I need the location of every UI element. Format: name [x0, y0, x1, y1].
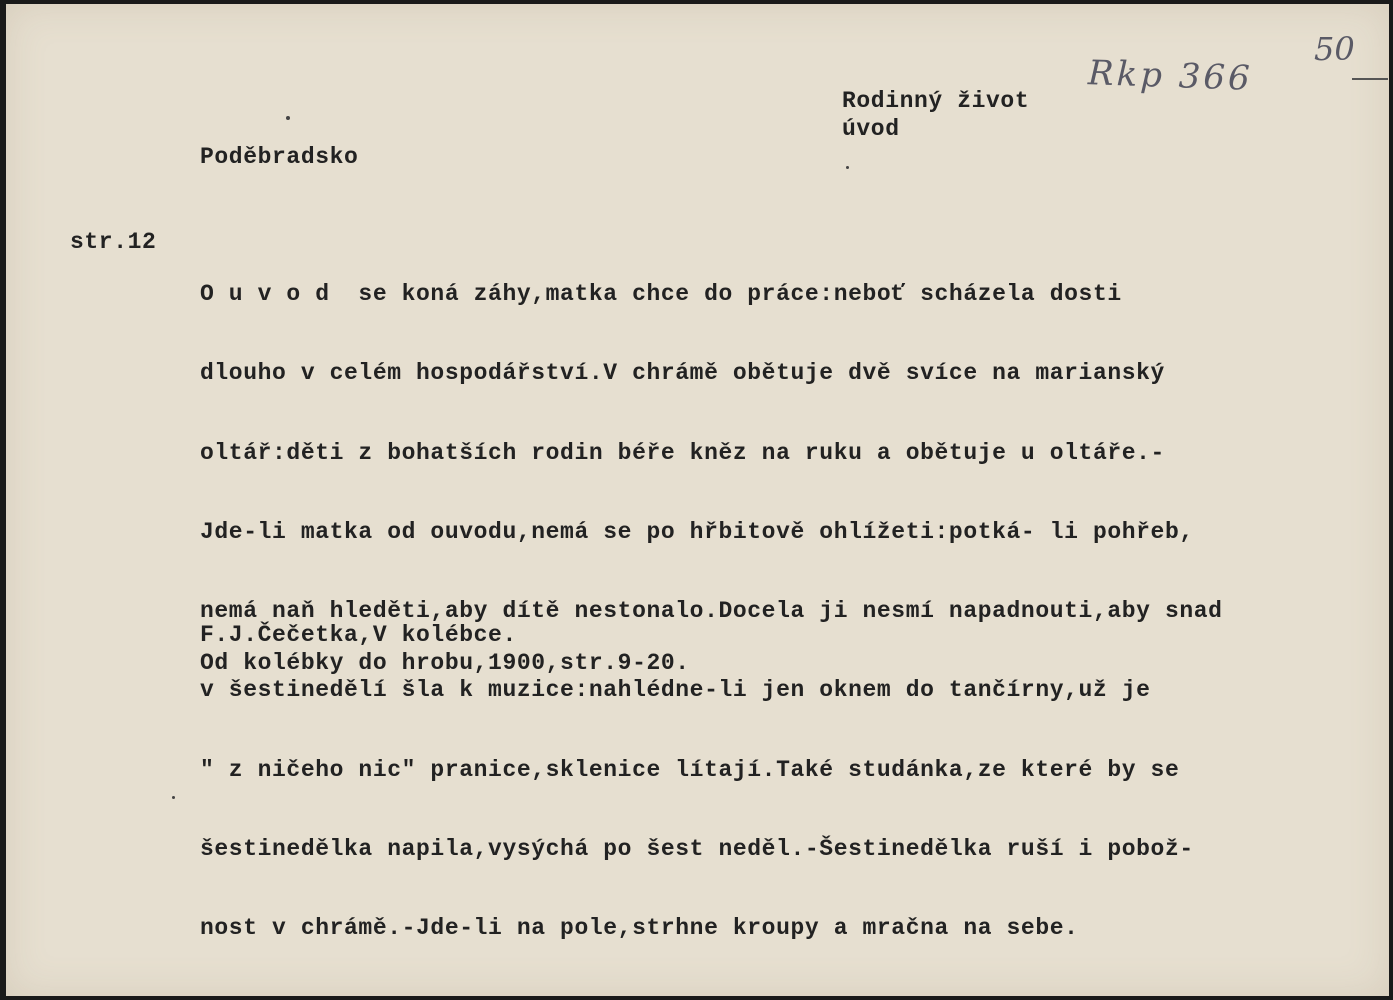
handwritten-page-number: 50 [1314, 30, 1355, 68]
entry-line: " z ničeho nic" pranice,sklenice lítají.Také studánka,ze které by se [200, 756, 1180, 783]
entry-text [200, 229, 1223, 995]
entry-line: Jde-li matka od ouvodu,nemá se po hřbitově ohlížeti:potká- li pohřeb, [200, 518, 1194, 545]
entry-line: nemá naň hleděti,aby dítě nestonalo.Docela ji nesmí napadnouti,aby snad [200, 598, 1223, 625]
region-label: Poděbradsko [200, 144, 359, 170]
subcategory-heading: úvod [842, 116, 900, 142]
entry-line: v šestinedělí šla k muzice:nahlédne-li jen oknem do tančírny,už je [200, 677, 1151, 704]
entry-line: nost v chrámě.-Jde-li na pole,strhne kroupy a mračna na sebe. [200, 915, 1079, 942]
entry-line: O u v o d se koná záhy,matka chce do práce:neboť scházela dosti [200, 281, 1122, 307]
source-author-title: F.J.Čečetka,V kolébce. [200, 622, 517, 648]
edge-dash-mark [1352, 78, 1388, 80]
source-publication: Od kolébky do hrobu,1900,str.9-20. [200, 650, 690, 676]
paper-speck [286, 116, 290, 120]
archive-index-card [6, 4, 1389, 996]
page-reference: str.12 [70, 229, 157, 255]
paper-speck [172, 796, 175, 799]
entry-line: dlouho v celém hospodářství.V chrámě obětuje dvě svíce na marianský [200, 360, 1165, 387]
category-heading: Rodinný život [842, 88, 1030, 114]
entry-line: šestinedělka napila,vysýchá po šest neděl.-Šestinedělka ruší i pobož- [200, 836, 1194, 863]
handwritten-catalog-mark: Rkp 366 [1087, 53, 1254, 99]
paper-speck [846, 166, 849, 169]
entry-line: oltář:děti z bohatších rodin béře kněz na ruku a obětuje u oltáře.- [200, 439, 1165, 466]
